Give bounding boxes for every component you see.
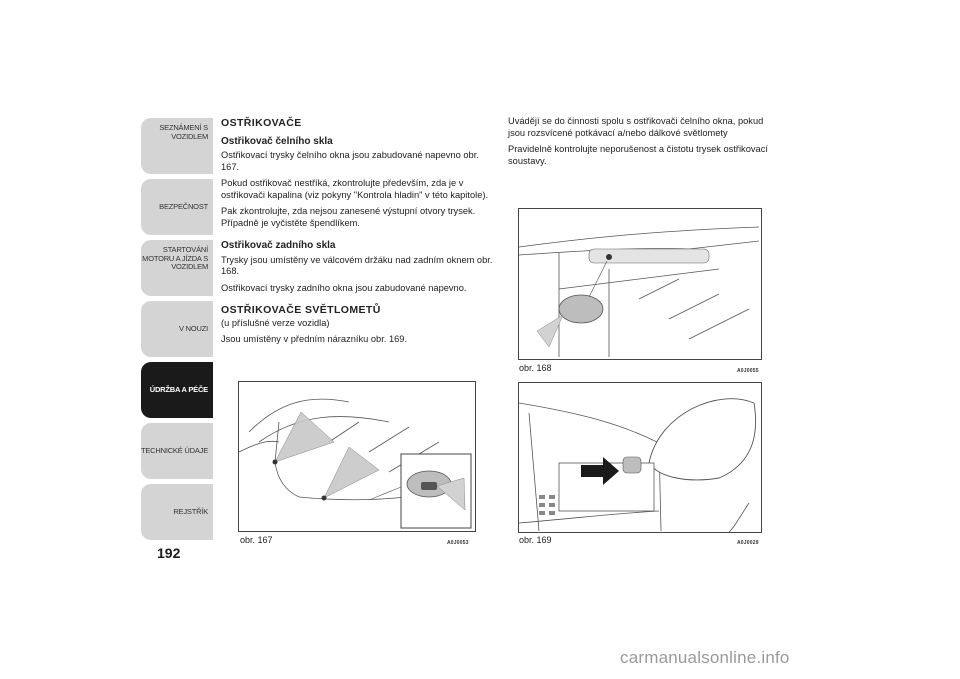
figure-168-code: A0J0055 — [737, 368, 759, 374]
figure-169-code: A0J0029 — [737, 540, 759, 546]
section-heading: OSTŘIKOVAČE — [221, 117, 302, 129]
headlamp-washer-drawing — [519, 383, 761, 532]
watermark: carmanualsonline.info — [620, 648, 790, 667]
paragraph: Pokud ostřikovač nestříká, zkontrolujte především, zda je v ostřikovači kapalina (viz pokyny "Kontrola hladin" v této kapitole). — [221, 178, 489, 200]
paragraph: Pak zkontrolujte, zda nejsou zanesené výstupní otvory trysek. Případně je vyčistěte špendlíkem. — [221, 206, 476, 228]
tab-udrzba-active[interactable] — [141, 362, 213, 418]
figure-167-code: A0J0053 — [447, 540, 469, 546]
tab-bezpecnost[interactable] — [141, 179, 213, 235]
paragraph: Ostřikovací trysky zadního okna jsou zabudované napevno. — [221, 282, 467, 293]
paragraph: Uvádějí se do činnosti spolu s ostřikovači čelního okna, pokud jsou rozsvícené potkávací a/nebo dálkové světlomety — [508, 116, 764, 138]
figure-167-illustration — [238, 381, 476, 532]
subsection-windscreen-washer: Ostřikovač čelního skla — [221, 135, 333, 147]
tab-label: BEZPEČNOST — [159, 202, 208, 211]
version-note: (u příslušné verze vozidla) — [221, 317, 330, 328]
subsection-rear-washer: Ostřikovač zadního skla — [221, 240, 336, 251]
figure-168-caption: obr. 168 — [519, 363, 552, 373]
rear-washer-drawing — [519, 209, 761, 359]
left-column — [221, 118, 493, 351]
figure-169-caption: obr. 169 — [519, 535, 552, 545]
tab-startovani[interactable] — [141, 240, 213, 296]
tab-label: STARTOVÁNÍ MOTORU A JÍZDA S VOZIDLEM — [142, 245, 208, 271]
paragraph: Jsou umístěny v předním nárazníku obr. 169. — [221, 334, 408, 344]
tab-label: REJSTŘÍK — [173, 507, 208, 516]
figure-168-illustration — [518, 208, 762, 360]
figure-169-illustration — [518, 382, 762, 533]
paragraph: Trysky jsou umístěny ve válcovém držáku nad zadním oknem obr. 168. — [221, 254, 493, 276]
figure-167-caption: obr. 167 — [240, 535, 273, 545]
tab-label: ÚDRŽBA A PÉČE — [149, 385, 208, 394]
page-number: 192 — [157, 545, 181, 561]
tab-label: V NOUZI — [178, 324, 208, 333]
windscreen-washer-drawing — [239, 382, 475, 531]
tab-v-nouzi[interactable] — [141, 301, 213, 357]
section-heading-headlamp-washers: OSTŘIKOVAČE SVĚTLOMETŮ — [221, 304, 381, 316]
tab-label: TECHNICKÉ ÚDAJE — [141, 446, 209, 455]
tab-technicke-udaje[interactable] — [141, 423, 213, 479]
tab-label: SEZNÁMENÍ S VOZIDLEM — [159, 123, 208, 141]
right-column — [508, 116, 770, 172]
paragraph: Ostřikovací trysky čelního okna jsou zabudované napevno obr. 167. — [221, 150, 479, 172]
tab-rejstrik[interactable] — [141, 484, 213, 540]
paragraph: Pravidelně kontrolujte neporušenost a čistotu trysek ostřikovací soustavy. — [508, 144, 768, 166]
tab-seznameni[interactable] — [141, 118, 213, 174]
